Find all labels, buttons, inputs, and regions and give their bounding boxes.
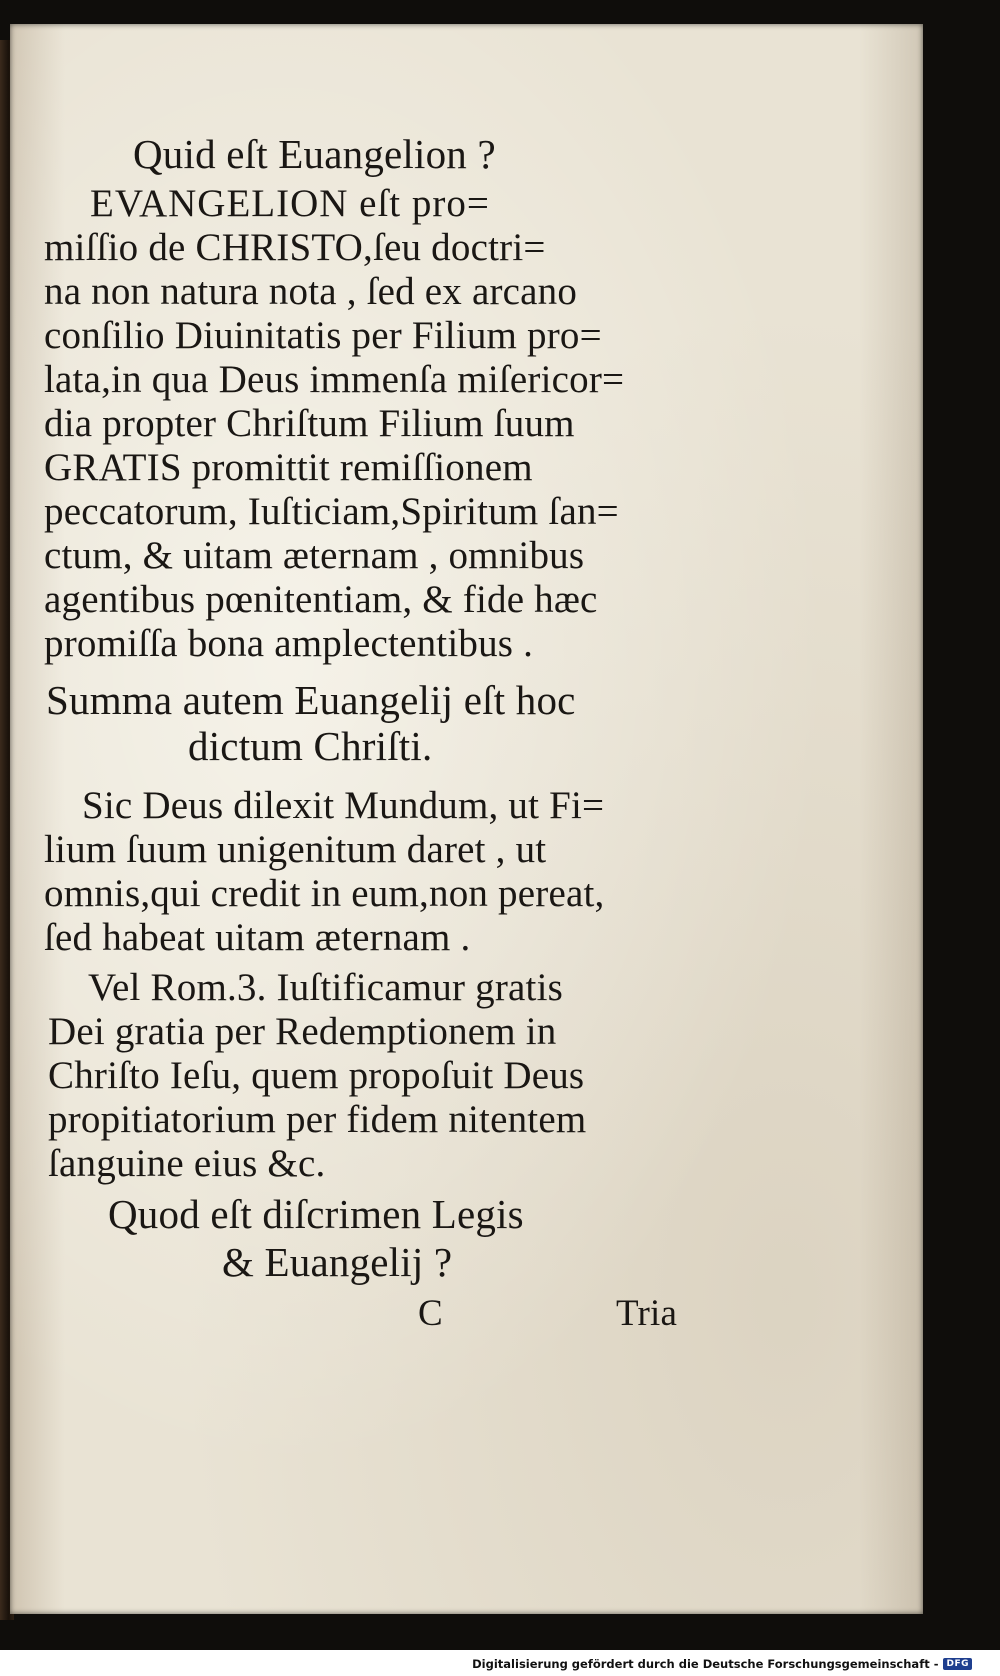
para1-line-8: peccatorum, Iuſticiam,Spiritum ſan= (44, 490, 619, 533)
para3-line-4: propitiatorium per fidem nitentem (48, 1098, 587, 1141)
para1-line-2: miſſio de CHRISTO,ſeu doctri= (44, 226, 546, 269)
heading-summa-line-1: Summa autem Euangelij eſt hoc (46, 677, 576, 723)
book-page (10, 24, 923, 1614)
para3-line-5: ſanguine eius &c. (48, 1142, 326, 1185)
para1-line-11: promiſſa bona amplectentibus . (44, 622, 534, 665)
para2-line-2: lium ſuum unigenitum daret , ut (44, 828, 547, 871)
para1-line-10: agentibus pœnitentiam, & fide hæc (44, 578, 598, 621)
para3-line-2: Dei gratia per Redemptionem in (48, 1010, 557, 1053)
para1-line-4: conſilio Diuinitatis per Filium pro= (44, 314, 602, 357)
para1-line-9: ctum, & uitam æternam , omnibus (44, 534, 585, 577)
catchword: Tria (616, 1293, 678, 1334)
para1-line-3: na non natura nota , ſed ex arcano (44, 270, 578, 313)
para2-line-3: omnis,qui credit in eum,non pereat, (44, 872, 605, 915)
signature-mark: C (418, 1293, 443, 1334)
para2-line-4: ſed habeat uitam æternam . (44, 916, 471, 959)
heading-summa-line-2: dictum Chriſti. (188, 723, 433, 769)
para1-line-6: dia propter Chriſtum Filium ſuum (44, 402, 575, 445)
para2-line-1: Sic Deus dilexit Mundum, ut Fi= (82, 784, 605, 827)
dfg-logo: DFG (943, 1658, 972, 1670)
heading-quid-est-euangelion: Quid eſt Euangelion ? (133, 131, 496, 177)
heading-discrimen-line-1: Quod eſt diſcrimen Legis (108, 1191, 524, 1237)
para1-line-7: GRATIS promittit remiſſionem (44, 446, 533, 489)
para1-line-1: EVANGELION eſt pro= (90, 182, 490, 225)
para3-line-1: Vel Rom.3. Iuſtificamur gratis (88, 966, 563, 1009)
credit-text: Digitalisierung gefördert durch die Deutsche Forschungsgemeinschaft - (472, 1657, 939, 1671)
digitization-credit (472, 1655, 972, 1673)
heading-discrimen-line-2: & Euangelij ? (222, 1239, 453, 1285)
para1-line-5: lata,in qua Deus immenſa miſericor= (44, 358, 625, 401)
para3-line-3: Chriſto Ieſu, quem propoſuit Deus (48, 1054, 585, 1097)
